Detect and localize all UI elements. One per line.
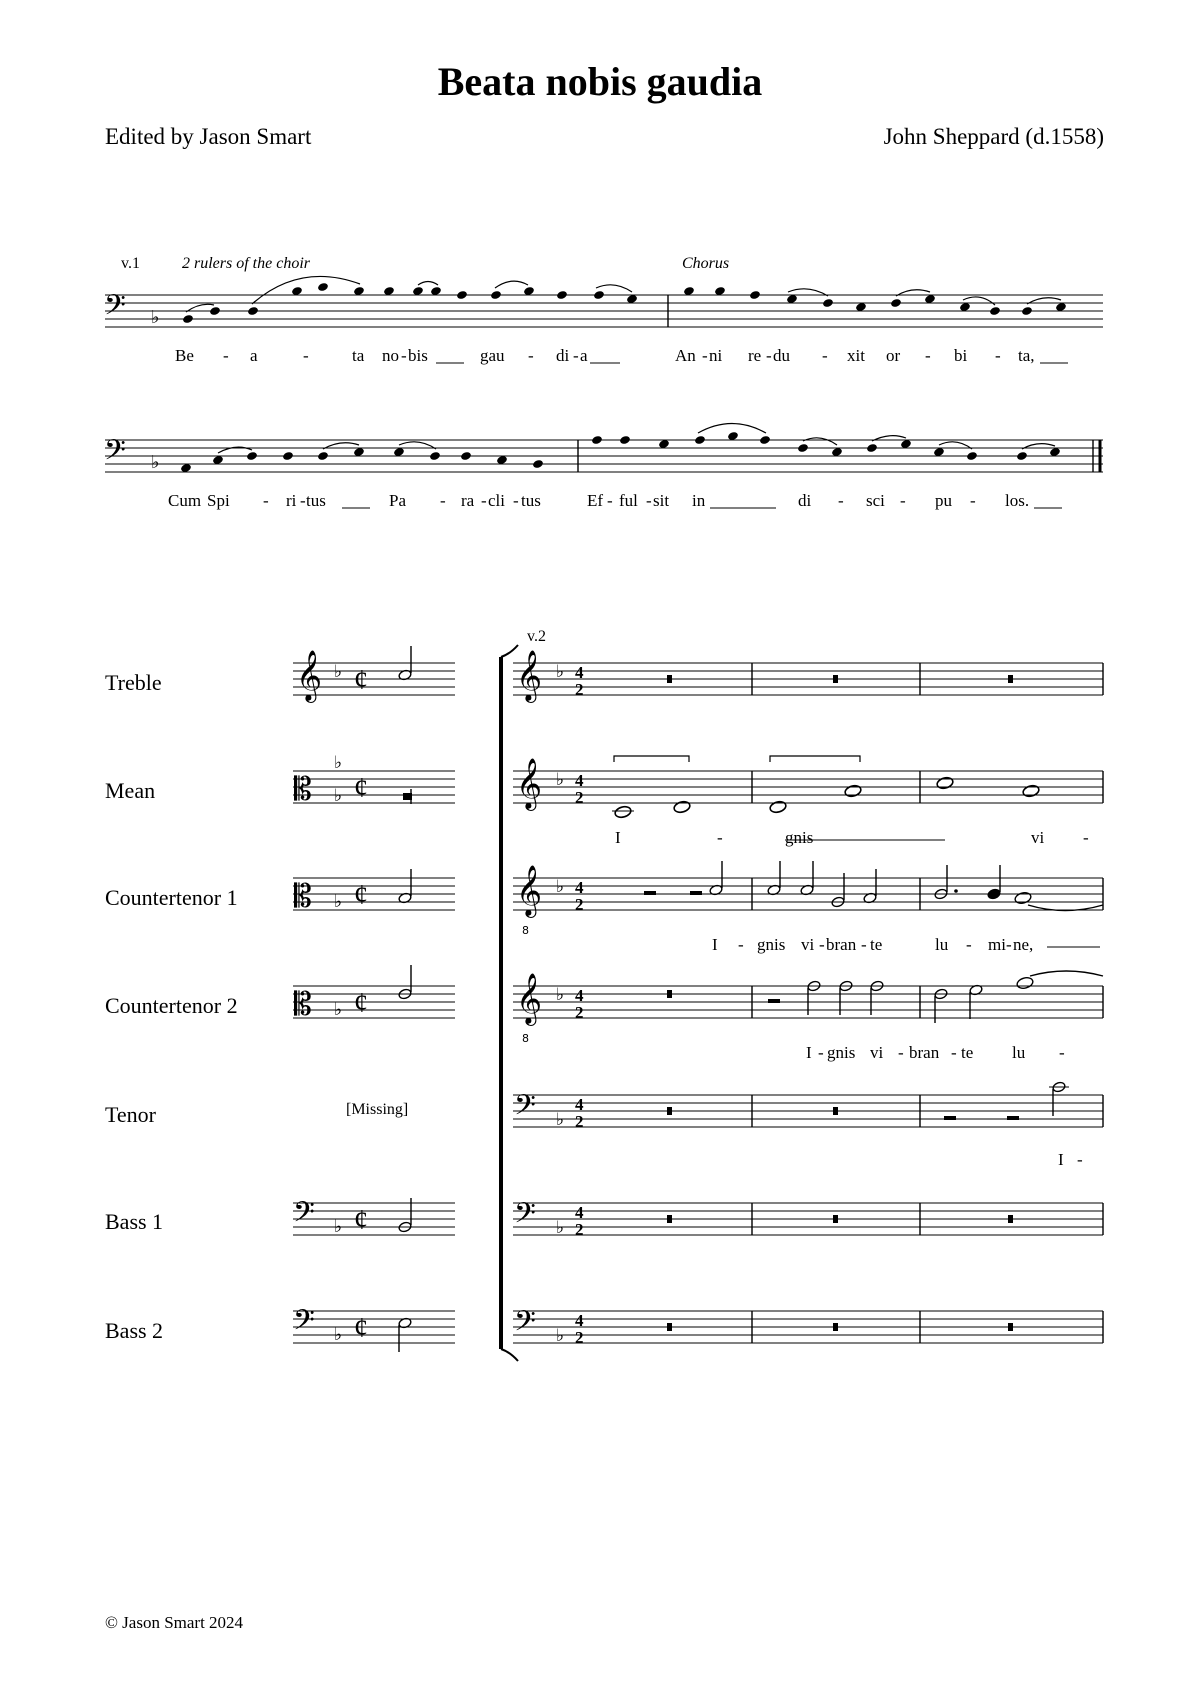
lyric: - (702, 346, 708, 365)
lyric: cli (488, 491, 505, 510)
lyric: pu (935, 491, 952, 510)
part-name-countertenor-1: Countertenor 1 (105, 885, 238, 910)
treble-clef-icon: 𝄞 (296, 650, 323, 701)
flat-icon: ♭ (334, 662, 343, 682)
lyric: a (250, 346, 258, 365)
svg-text:2: 2 (575, 680, 584, 699)
lyric: - (1083, 828, 1089, 847)
lyric: - (966, 935, 972, 954)
lyric: I (615, 828, 621, 847)
lyric: - (223, 346, 229, 365)
chant-2-notes (180, 431, 1061, 473)
lyric: Spi (207, 491, 230, 510)
flat-icon: ♭ (556, 662, 565, 682)
lyric: - (1006, 935, 1012, 954)
part-name-bass-2: Bass 2 (105, 1318, 164, 1343)
svg-text:¢: ¢ (354, 1205, 368, 1236)
editor-credit: Edited by Jason Smart (105, 124, 312, 149)
lyric: in (692, 491, 706, 510)
flat-icon: ♭ (556, 1326, 565, 1346)
lyric: - (995, 346, 1001, 365)
lyric: bran (909, 1043, 940, 1062)
svg-text:4: 4 (575, 1203, 584, 1222)
treble-clef-icon: 𝄞 (516, 650, 543, 701)
lyric: - (263, 491, 269, 510)
flat-icon: ♭ (334, 892, 343, 912)
lyric: du (773, 346, 790, 365)
svg-text:¢: ¢ (354, 988, 368, 1019)
lyric: ful (619, 491, 638, 510)
lyric: - (898, 1043, 904, 1062)
lyric: - (1059, 1043, 1065, 1062)
alto-clef-icon: 𝄡 (294, 770, 312, 808)
lyric: Be (175, 346, 194, 365)
lyric: vi (801, 935, 815, 954)
flat-icon: ♭ (151, 307, 160, 328)
ct2-notes (807, 971, 1103, 1023)
lyric: los. (1005, 491, 1030, 510)
lyric: lu (1012, 1043, 1026, 1062)
chant-1-slurs (186, 276, 1061, 312)
lyric: - (717, 828, 723, 847)
treble-clef-icon: 𝄞 (516, 758, 543, 809)
lyric: di (798, 491, 812, 510)
svg-text:¢: ¢ (354, 773, 368, 804)
svg-text:4: 4 (575, 1095, 584, 1114)
part-name-countertenor-2: Countertenor 2 (105, 993, 238, 1018)
lyric: - (822, 346, 828, 365)
lyric: lu (935, 935, 949, 954)
lyric: - (481, 491, 487, 510)
lyric: - (900, 491, 906, 510)
flat-icon: ♭ (556, 877, 565, 897)
lyric: - (819, 935, 825, 954)
lyric: tus (521, 491, 541, 510)
alto-clef-icon: 𝄡 (294, 985, 312, 1023)
mean-notes (612, 776, 1040, 819)
page-title: Beata nobis gaudia (437, 59, 763, 104)
lyric: An (675, 346, 696, 365)
lyric: - (440, 491, 446, 510)
lyric: ta (352, 346, 365, 365)
part-name-treble: Treble (105, 670, 162, 695)
lyric: or (886, 346, 901, 365)
lyric: ra (461, 491, 475, 510)
treble-clef-icon: 𝄞 (516, 973, 543, 1024)
svg-text:8: 8 (522, 1032, 529, 1045)
svg-text:2: 2 (575, 1003, 584, 1022)
tenor-incipit-missing: [Missing] (346, 1101, 409, 1118)
lyric: mi (988, 935, 1006, 954)
lyric: a (580, 346, 588, 365)
svg-text:4: 4 (575, 878, 584, 897)
lyric: - (861, 935, 867, 954)
flat-icon: ♭ (334, 753, 343, 773)
lyric: - (766, 346, 772, 365)
lyric: sit (653, 491, 670, 510)
svg-text:2: 2 (575, 1220, 584, 1239)
lyric: re (748, 346, 762, 365)
lyric: - (970, 491, 976, 510)
lyric: tus (306, 491, 326, 510)
svg-text:𝄢: 𝄢 (104, 289, 126, 329)
incipit-notes (398, 646, 412, 1352)
bass-clef-icon: 𝄢 (104, 434, 126, 474)
lyric: xit (847, 346, 865, 365)
lyric: vi (870, 1043, 884, 1062)
lyric: ri (286, 491, 297, 510)
time-signature (575, 663, 584, 1347)
lyric: ta, (1018, 346, 1035, 365)
lyric: - (646, 491, 652, 510)
svg-text:¢: ¢ (354, 1313, 368, 1344)
alto-clef-icon: 𝄡 (294, 877, 312, 915)
lyric: - (951, 1043, 957, 1062)
treble-clef-icon: 𝄞 (516, 865, 543, 916)
flat-icon: ♭ (556, 1218, 565, 1238)
cut-time-icon (354, 665, 368, 1344)
flat-icon: ♭ (556, 985, 565, 1005)
lyric: ni (709, 346, 723, 365)
svg-text:4: 4 (575, 771, 584, 790)
lyric: - (925, 346, 931, 365)
composer-credit: John Sheppard (d.1558) (883, 124, 1104, 149)
incipit-staves (293, 663, 455, 1343)
svg-text:¢: ¢ (354, 880, 368, 911)
score-verse-label: v.2 (527, 628, 546, 645)
chant-direction-rulers: 2 rulers of the choir (182, 255, 310, 272)
barlines (752, 663, 1103, 1343)
lyric: vi (1031, 828, 1045, 847)
ligature-brackets (614, 756, 860, 762)
lyric: - (607, 491, 613, 510)
bass-clef-icon: 𝄢 (293, 1304, 315, 1344)
lyric: I (1058, 1150, 1064, 1169)
lyric: - (573, 346, 579, 365)
part-name-mean: Mean (105, 778, 156, 803)
svg-text:4: 4 (575, 1311, 584, 1330)
flat-icon: ♭ (151, 452, 160, 473)
svg-text:2: 2 (575, 1112, 584, 1131)
svg-text:¢: ¢ (354, 665, 368, 696)
flat-icon: ♭ (556, 1110, 565, 1130)
lyric: bis (408, 346, 428, 365)
lyric: - (528, 346, 534, 365)
lyric: bran (826, 935, 857, 954)
lyric: gnis (757, 935, 786, 954)
bass-clef-icon: 𝄢 (514, 1305, 536, 1345)
lyric: Pa (389, 491, 406, 510)
lyric: I (712, 935, 718, 954)
lyric: I (806, 1043, 812, 1062)
flat-icon: ♭ (334, 786, 343, 806)
lyric: gnis (785, 828, 814, 847)
svg-text:8: 8 (522, 924, 529, 937)
chant-direction-chorus: Chorus (682, 255, 730, 272)
svg-text:4: 4 (575, 663, 584, 682)
chant-verse-label: v.1 (121, 255, 140, 272)
svg-text:4: 4 (575, 986, 584, 1005)
lyric: - (401, 346, 407, 365)
lyric: - (1077, 1150, 1083, 1169)
flat-icon: ♭ (334, 1217, 343, 1237)
copyright: © Jason Smart 2024 (105, 1613, 244, 1632)
lyric: sci (866, 491, 885, 510)
lyric: di (556, 346, 570, 365)
lyric: - (838, 491, 844, 510)
bass-clef-icon: 𝄢 (293, 1196, 315, 1236)
lyric: - (818, 1043, 824, 1062)
svg-text:2: 2 (575, 895, 584, 914)
lyric: - (513, 491, 519, 510)
svg-text:2: 2 (575, 788, 584, 807)
svg-text:2: 2 (575, 1328, 584, 1347)
lyric: te (870, 935, 883, 954)
lyric: - (303, 346, 309, 365)
chant-2-slurs (218, 424, 1055, 454)
lyric: - (738, 935, 744, 954)
lyric: Ef (587, 491, 604, 510)
flat-icon: ♭ (334, 1325, 343, 1345)
bass-clef-icon: 𝄢 (514, 1089, 536, 1129)
half-rests (644, 891, 1019, 1120)
lyric: Cum (168, 491, 202, 510)
lyric: no (382, 346, 399, 365)
part-name-tenor: Tenor (105, 1102, 156, 1127)
lyric: ne, (1013, 935, 1034, 954)
lyric: gau (480, 346, 505, 365)
bass-clef-icon: 𝄢 (514, 1197, 536, 1237)
lyric: gnis (827, 1043, 856, 1062)
flat-icon: ♭ (334, 1000, 343, 1020)
part-name-bass-1: Bass 1 (105, 1209, 164, 1234)
flat-icon: ♭ (556, 770, 565, 790)
lyric: - (300, 491, 306, 510)
lyric: te (961, 1043, 974, 1062)
bass-clef-icon (104, 289, 126, 329)
lyric: bi (954, 346, 968, 365)
